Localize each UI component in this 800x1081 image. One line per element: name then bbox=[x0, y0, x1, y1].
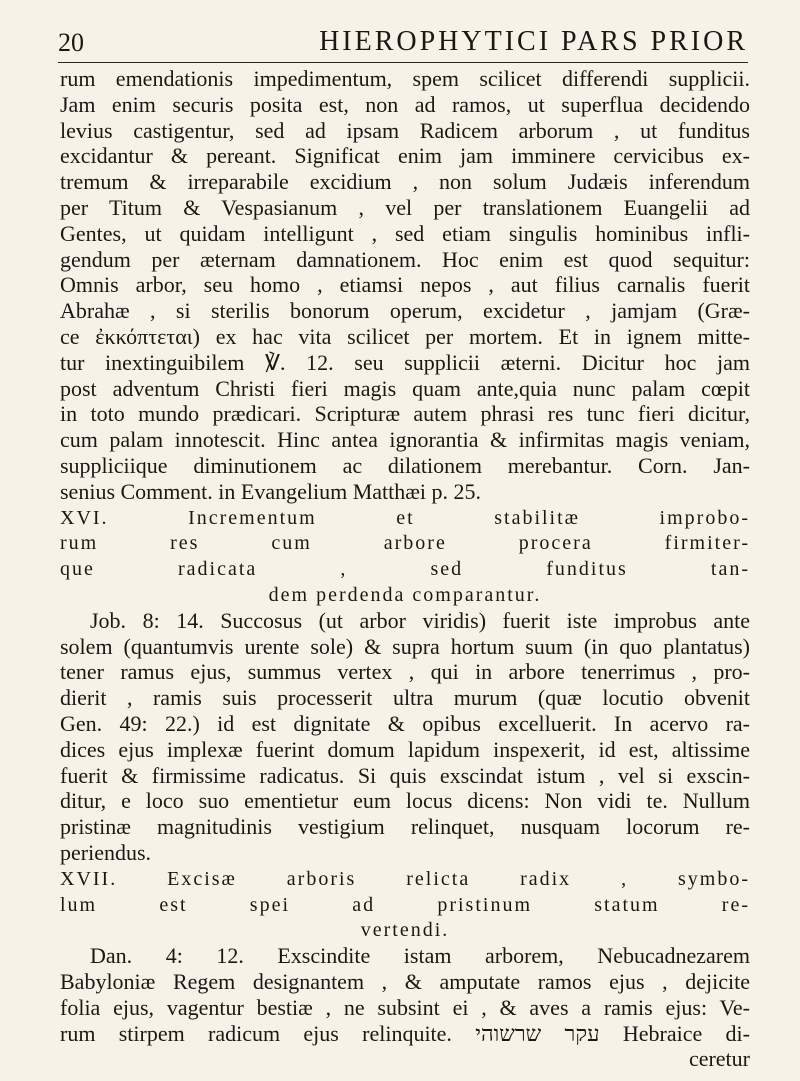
text-line: ditur, e loco suo ementietur eum locus dicens: Non vidi te. Nullum bbox=[60, 788, 750, 814]
text-line: Omnis arbor, seu homo , etiamsi nepos , aut filius carnalis fuerit bbox=[60, 272, 750, 298]
text-line: rum emendationis impedimentum, spem scilicet differendi supplicii. bbox=[60, 66, 750, 91]
text-line: dierit , ramis suis processerit ultra murum (quæ locutio obvenit bbox=[60, 685, 750, 711]
text-line: excidantur & pereant. Significat enim jam imminere cervicibus ex- bbox=[60, 143, 750, 169]
text-line: senius Comment. in Evangelium Matthæi p. 25. bbox=[60, 478, 482, 504]
section-heading-line: que radicata , sed funditus tan- bbox=[60, 558, 750, 581]
text-line: tener ramus ejus, summus vertex , qui in arbore tenerrimus , pro- bbox=[60, 659, 750, 685]
section-heading-line: lum est spei ad pristinum statum re- bbox=[60, 893, 750, 916]
text-line: dices ejus implexæ fuerint domum lapidum inspexerit, id est, altissime bbox=[60, 736, 750, 762]
text-line: per Titum & Vespasianum , vel per translationem Euangelii ad bbox=[60, 195, 750, 220]
text-line: periendus. bbox=[60, 840, 152, 865]
section-heading-line: dem perdenda comparantur. bbox=[268, 584, 542, 606]
text-line: Babyloniæ Regem designantem , & amputate ramos ejus , dejicite bbox=[60, 969, 750, 994]
text-line: ce ἐκκόπτεται) ex hac vita scilicet per mortem. Et in ignem mitte- bbox=[60, 324, 750, 349]
text-line: solem (quantumvis urente sole) & supra hortum suum (in quo plantatus) bbox=[60, 633, 750, 659]
page-number: 20 bbox=[58, 28, 84, 57]
text-line: post adventum Christi fieri magis quam ante,quia nunc palam cœpit bbox=[60, 375, 750, 401]
section-heading-line: vertendi. bbox=[360, 919, 450, 942]
text-line: tremum & irreparabile excidium , non solum Judæis inferendum bbox=[60, 169, 750, 195]
section-heading-line: XVI. Incrementum et stabilitæ improbo- bbox=[60, 506, 750, 529]
header-rule bbox=[58, 62, 748, 63]
section-heading-line: XVII. Excisæ arboris relicta radix , symbo- bbox=[60, 867, 750, 890]
text-line: rum stirpem radicum ejus relinquite. עקר שרשוהי Hebraice di- bbox=[60, 1020, 750, 1046]
text-line: Dan. 4: 12. Exscindite istam arborem, Nebucadnezarem bbox=[90, 943, 750, 969]
text-line: ceretur bbox=[688, 1046, 750, 1072]
text-line: in toto mundo prædicari. Scripturæ autem phrasi res tunc fieri dicitur, bbox=[60, 401, 750, 427]
text-line: Gentes, ut quidam intelligunt , sed etiam singulis hominibus infli- bbox=[60, 220, 750, 246]
text-line: Job. 8: 14. Succosus (ut arbor viridis) fuerit iste improbus ante bbox=[90, 607, 750, 633]
text-line: suppliciique diminutionem ac dilationem merebantur. Corn. Jan- bbox=[60, 453, 750, 478]
text-line: Jam enim securis posita est, non ad ramos, ut superflua decidendo bbox=[60, 91, 750, 117]
text-line: Abrahæ , si sterilis bonorum operum, excidetur , jamjam (Græ- bbox=[60, 298, 750, 324]
text-line: fuerit & firmissime radicatus. Si quis exscindat istum , vel si exscin- bbox=[60, 762, 750, 788]
text-line: cum palam innotescit. Hinc antea ignorantia & infirmitas magis veniam, bbox=[60, 427, 750, 453]
running-title: HIEROPHYTICI PARS PRIOR bbox=[319, 26, 748, 57]
page-header bbox=[58, 18, 748, 62]
text-line: levius castigentur, sed ad ipsam Radicem arborum , ut funditus bbox=[60, 117, 750, 143]
text-line: gendum per æternam damnationem. Hoc enim est quod sequitur: bbox=[60, 246, 750, 272]
text-line: Gen. 49: 22.) id est dignitate & opibus excelluerit. In acervo ra- bbox=[60, 711, 750, 736]
section-heading-line: rum res cum arbore procera firmiter- bbox=[60, 532, 750, 555]
text-line: tur inextinguibilem ℣. 12. seu supplicii æterni. Dicitur hoc jam bbox=[60, 349, 750, 375]
text-line: pristinæ magnitudinis vestigium relinquet, nusquam locorum re- bbox=[60, 814, 750, 840]
text-line: folia ejus, vagentur bestiæ , ne subsint ei , & aves a ramis ejus: Ve- bbox=[60, 994, 750, 1020]
